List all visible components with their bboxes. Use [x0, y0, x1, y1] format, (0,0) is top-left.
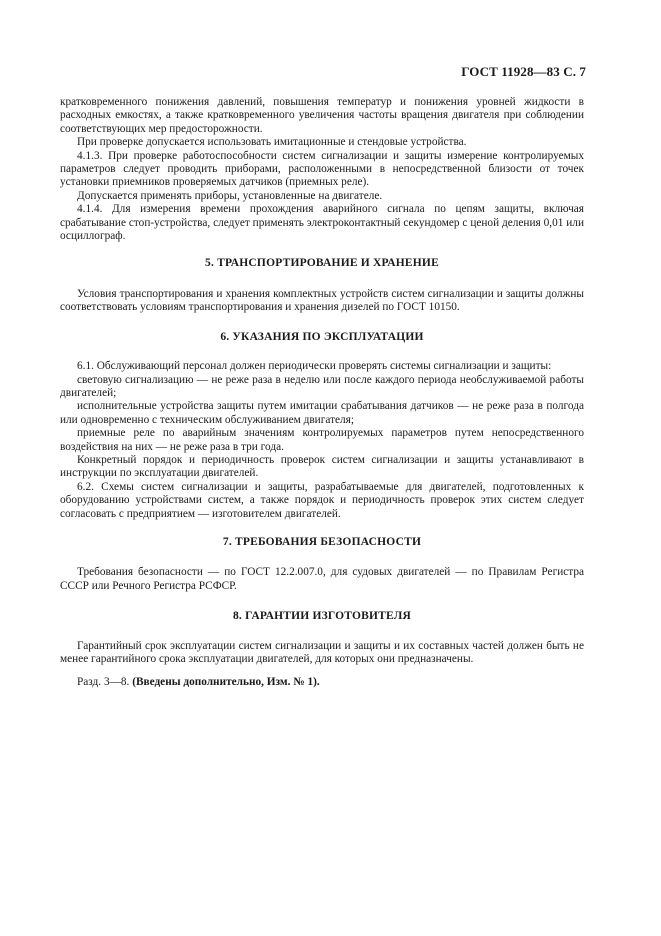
amendment-note-bold: (Введены дополнительно, Изм. № 1). — [132, 676, 320, 689]
paragraph-imitation: При проверке допускается использовать имитационные и стендовые устройства. — [77, 136, 467, 149]
paragraph-continuation: кратковременного понижения давлений, повышения температур и понижения уровней жидкости в расходных емкостях, а также кратковременного увеличения частоты вращения двигателя при соблюдении соответствующих мер предосторожности. — [60, 96, 584, 135]
paragraph-inspection-order: Конкретный порядок и периодичность проверок систем сигнализации и защиты устанавливают в инструкции по эксплуатации двигателей. — [60, 453, 584, 480]
section-6-heading: 6. УКАЗАНИЯ ПО ЭКСПЛУАТАЦИИ — [220, 330, 424, 343]
section-7-paragraph: Требования безопасности — по ГОСТ 12.2.007.0, для судовых двигателей — по Правилам Регистра СССР или Речного Регистра РСФСР. — [60, 566, 584, 592]
amendment-note-prefix: Разд. 3—8. — [77, 676, 130, 689]
section-8-paragraph: Гарантийный срок эксплуатации систем сигнализации и защиты и их составных частей должен быть не менее гарантийного срока эксплуатации двигателей, для которых они предназначены. — [60, 639, 584, 665]
paragraph-executive-devices: исполнительные устройства защиты путем имитации срабатывания датчиков — не реже раза в полгода или одновременно с техническим обслуживанием двигателя; — [60, 400, 584, 426]
paragraph-6-2: 6.2. Схемы систем сигнализации и защиты, разрабатываемые для двигателей, подготовленных к оборудованию устройствами систем, а также порядок и периодичность проверок этих систем следует согласовать с предприятием — изготовителем двигателей. — [60, 480, 584, 520]
paragraph-6-1: 6.1. Обслуживающий персонал должен периодически проверять системы сигнализации и защиты: — [77, 360, 552, 373]
section-5-paragraph: Условия транспортирования и хранения комплектных устройств систем сигнализации и защиты должны соответствовать условиям транспортирования и хранения дизелей по ГОСТ 10150. — [60, 287, 584, 314]
section-8-heading: 8. ГАРАНТИИ ИЗГОТОВИТЕЛЯ — [232, 610, 412, 623]
section-7-heading: 7. ТРЕБОВАНИЯ БЕЗОПАСНОСТИ — [222, 535, 422, 548]
paragraph-allowed-instruments: Допускается применять приборы, установленные на двигателе. — [77, 189, 383, 202]
paragraph-receiving-relays: приемные реле по аварийным значениям контролируемых параметров путем непосредственного воздействия на них — не реже раза в три года. — [60, 427, 584, 453]
paragraph-light-signaling: световую сигнализацию — не реже раза в неделю или после каждого периода необслуживаемой работы двигателей; — [60, 373, 584, 399]
section-5-heading: 5. ТРАНСПОРТИРОВАНИЕ И ХРАНЕНИЕ — [205, 257, 439, 270]
paragraph-4-1-3: 4.1.3. При проверке работоспособности систем сигнализации и защиты измерение контролируемых параметров следует проводить приборами, расположенными в непосредственной близости от точек установки приемников проверяемых датчиков (приемных реле). — [60, 149, 584, 189]
page-content — [60, 96, 584, 690]
running-header: ГОСТ 11928—83 С. 7 — [461, 64, 586, 79]
paragraph-4-1-4: 4.1.4. Для измерения времени прохождения аварийного сигнала по цепям защиты, включая срабатывание стоп-устройства, следует применять электроконтактный секундомер с ценой деления 0,01 или осциллограф. — [60, 203, 584, 243]
amendment-note — [60, 676, 584, 689]
